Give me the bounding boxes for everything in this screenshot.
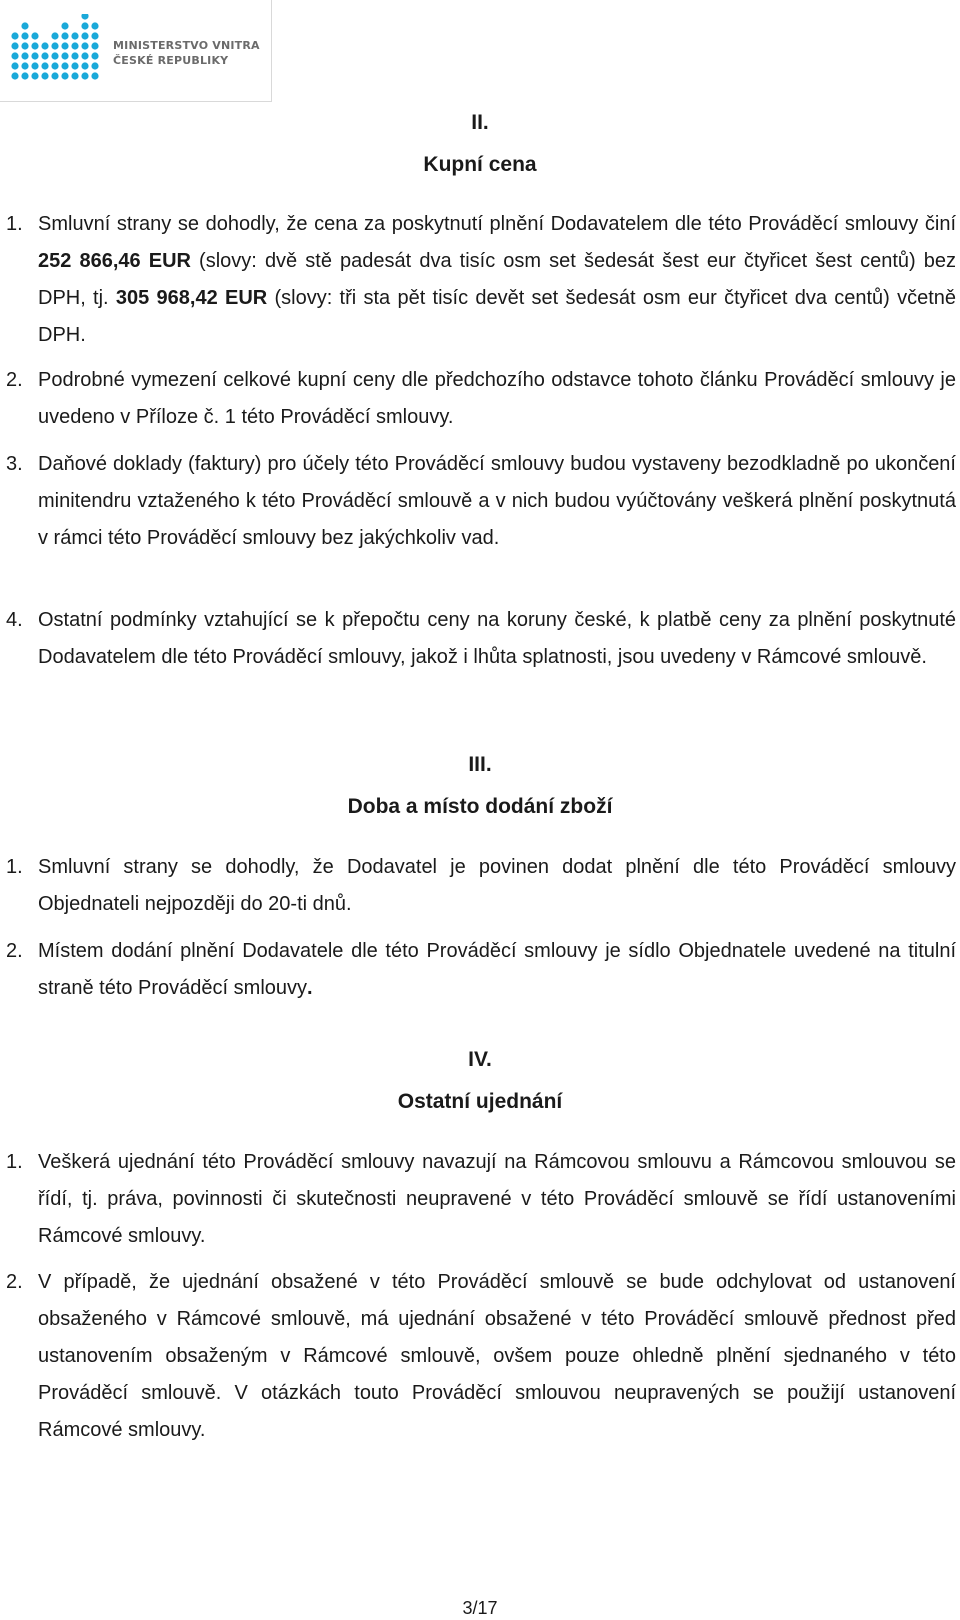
paragraph-number: 4. bbox=[6, 609, 23, 631]
page-number: 3/17 bbox=[462, 1598, 498, 1618]
paragraph-text: Místem dodání plnění Dodavatele dle této Prováděcí smlouvy je sídlo Objednatele uvedené na titulní straně této Prováděcí smlouvy bbox=[38, 940, 956, 999]
paragraph-text: (slovy: tři sta pět tisíc devět set šedesát osm eur čtyřicet dva centů) včetně DPH. bbox=[38, 287, 956, 346]
ministry-logo-dots-icon bbox=[10, 14, 102, 86]
paragraph-text: V případě, že ujednání obsažené v této Prováděcí smlouvě se bude odchylovat od ustanovení obsaženého v Rámcové smlouvě, má ujednání obsažené v této Prováděcí smlouvě přednost před ustanovením obsaženým v Rámcové smlouvě, ovšem pouze ohledně plnění sjednaného v této Prováděcí smlouvě. V otázkách touto Prováděcí smlouvou neupravených se použijí ustanovení Rámcové smlouvy. bbox=[38, 1271, 956, 1441]
section-2-paragraph-1 bbox=[6, 206, 957, 354]
section-2-title: Kupní cena bbox=[423, 153, 537, 176]
paragraph-text: Podrobné vymezení celkové kupní ceny dle předchozího odstavce tohoto článku Prováděcí smlouvy je uvedeno v Příloze č. 1 této Prováděcí smlouvy. bbox=[38, 369, 956, 428]
section-3-number: III. bbox=[468, 753, 492, 776]
paragraph-number: 2. bbox=[6, 1271, 23, 1293]
section-2-paragraph-2 bbox=[6, 362, 956, 436]
paragraph-end: . bbox=[307, 977, 313, 999]
section-3-paragraph-2 bbox=[6, 933, 956, 1007]
paragraph-number: 3. bbox=[6, 453, 23, 475]
paragraph-text: Veškerá ujednání této Prováděcí smlouvy navazují na Rámcovou smlouvu a Rámcovou smlouvou se řídí, tj. práva, povinnosti či skutečnosti neupravené v této Prováděcí smlouvě se řídí ustanoveními Rámcové smlouvy. bbox=[38, 1151, 956, 1247]
paragraph-number: 2. bbox=[6, 940, 23, 962]
paragraph-text: Daňové doklady (faktury) pro účely této Prováděcí smlouvy budou vystaveny bezodkladně po ukončení minitendru vztaženého k této Prováděcí smlouvě a v nich budou vyúčtovány veškerá plnění poskytnutá v rámci této Prováděcí smlouvy bez jakýchkoliv vad. bbox=[38, 453, 956, 549]
section-2-paragraph-4 bbox=[6, 602, 956, 676]
paragraph-text: (slovy: dvě stě padesát dva tisíc osm set šedesát šest eur čtyřicet šest centů) bez DPH, tj. bbox=[38, 250, 957, 309]
section-3-paragraph-1 bbox=[6, 849, 956, 923]
section-4-title: Ostatní ujednání bbox=[397, 1090, 563, 1113]
section-4-number: IV. bbox=[468, 1048, 492, 1071]
ministry-logo bbox=[0, 0, 272, 102]
paragraph-text: Ostatní podmínky vztahující se k přepočtu ceny na koruny české, k platbě ceny za plnění poskytnuté Dodavatelem dle této Prováděcí smlouvy, jakož i lhůta splatnosti, jsou uvedeny v Rámcové smlouvě. bbox=[38, 609, 956, 668]
paragraph-number: 1. bbox=[6, 856, 23, 878]
price-without-vat: 252 866,46 EUR bbox=[38, 250, 191, 272]
section-2-number: II. bbox=[471, 111, 489, 134]
logo-line-1: MINISTERSTVO VNITRA bbox=[113, 39, 260, 52]
paragraph-number: 1. bbox=[6, 213, 23, 235]
section-4-paragraph-1 bbox=[6, 1144, 956, 1255]
paragraph-number: 1. bbox=[6, 1151, 23, 1173]
paragraph-text: Smluvní strany se dohodly, že Dodavatel je povinen dodat plnění dle této Prováděcí smlouvy Objednateli nejpozději do 20-ti dnů. bbox=[38, 856, 956, 915]
logo-line-2: ČESKÉ REPUBLIKY bbox=[113, 54, 229, 67]
ministry-logo-text bbox=[113, 38, 260, 68]
section-4-paragraph-2 bbox=[6, 1264, 956, 1449]
section-2-paragraph-3 bbox=[6, 446, 956, 557]
paragraph-text: Smluvní strany se dohodly, že cena za poskytnutí plnění Dodavatelem dle této Prováděcí smlouvy činí bbox=[38, 213, 956, 235]
price-with-vat: 305 968,42 EUR bbox=[115, 287, 268, 309]
paragraph-number: 2. bbox=[6, 369, 23, 391]
section-3-title: Doba a místo dodání zboží bbox=[347, 795, 613, 818]
